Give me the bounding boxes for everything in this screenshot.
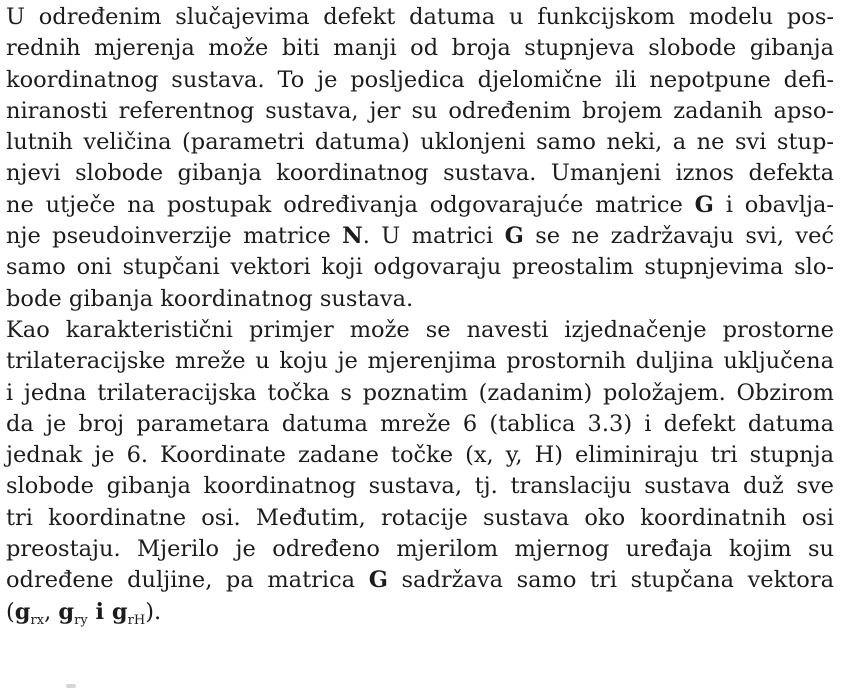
- text-segment: . U matrici: [362, 223, 505, 250]
- text-line: [6, 284, 834, 315]
- text-line: [6, 440, 834, 471]
- text-segment: preostaju. Mjerilo je određeno mjerilom mjernog uređaja kojim su: [6, 536, 834, 563]
- text-segment: U određenim slučajevima defekt datuma u funkcijskom modelu pos-: [6, 4, 834, 30]
- text-segment: samo oni stupčani vektori koji odgovaraju preostalim stupnjevima slo-: [6, 254, 834, 281]
- text-line: [6, 96, 834, 127]
- text-segment: tri koordinatne osi. Međutim, rotacije sustava oko koordinatnih osi: [6, 504, 834, 531]
- text-segment: sadržava samo tri stupčana vektora: [387, 567, 834, 594]
- paragraph-trilateration-example: [6, 315, 834, 628]
- bold-symbol: G: [694, 191, 714, 218]
- text-segment: se ne zadržavaju svi, već: [523, 223, 834, 250]
- text-segment: lutnih veličina (parametri datuma) uklonjeni samo neki, a ne svi stup-: [6, 129, 834, 156]
- paragraph-datum-defect: [6, 2, 834, 315]
- text-segment: jednak je 6. Koordinate zadane točke (x, y, H) eliminiraju tri stupnja: [6, 442, 834, 469]
- text-line: [6, 346, 834, 377]
- scan-mark: [66, 684, 76, 688]
- text-line: [6, 565, 834, 596]
- text-segment: trilateracijske mreže u koju je mjerenjima prostornih duljina uključena: [6, 348, 834, 375]
- subscript: rH: [127, 612, 146, 628]
- text-line: [6, 33, 834, 64]
- text-line: [6, 503, 834, 534]
- bold-symbol: N: [342, 223, 363, 250]
- text-segment: koordinatnog sustava. To je posljedica djelomične ili nepotpune defi-: [6, 66, 834, 93]
- text-segment: bode gibanja koordinatnog sustava.: [6, 285, 414, 312]
- text-line: [6, 378, 834, 409]
- text-line: [6, 534, 834, 565]
- text-segment: ,: [44, 598, 59, 625]
- text-segment: i obavlja-: [713, 191, 834, 218]
- subscript: rx: [30, 612, 45, 628]
- bold-symbol: G: [504, 223, 524, 250]
- text-segment: slobode gibanja koordinatnog sustava, tj. translaciju sustava duž sve: [6, 473, 834, 500]
- text-segment: određene duljine, pa matrica: [6, 567, 369, 594]
- text-segment: nje pseudoinverzije matrice: [6, 223, 343, 250]
- bold-symbol: g: [58, 598, 75, 625]
- document-page: [6, 2, 834, 628]
- text-segment: ne utječe na postupak određivanja odgovarajuće matrice: [6, 191, 695, 218]
- bold-symbol: G: [368, 567, 388, 594]
- text-line: [6, 2, 834, 33]
- text-segment: Kao karakteristični primjer može se navesti izjednačenje prostorne: [6, 316, 834, 343]
- text-segment: (: [6, 598, 15, 625]
- text-segment: ).: [145, 598, 162, 625]
- bold-symbol: g: [14, 598, 31, 625]
- text-line: [6, 158, 834, 189]
- text-segment: niranosti referentnog sustava, jer su određenim brojem zadanih apso-: [6, 97, 834, 124]
- text-line: [6, 252, 834, 283]
- text-line: [6, 190, 834, 221]
- text-line: [6, 597, 834, 628]
- bold-symbol: i: [87, 598, 112, 625]
- text-segment: njevi slobode gibanja koordinatnog sustava. Umanjeni iznos defekta: [6, 160, 834, 187]
- text-segment: rednih mjerenja može biti manji od broja stupnjeva slobode gibanja: [6, 35, 834, 62]
- subscript: ry: [74, 612, 88, 628]
- text-line: [6, 65, 834, 96]
- bold-symbol: g: [111, 598, 128, 625]
- text-segment: i jedna trilateracijska točka s poznatim (zadanim) položajem. Obzirom: [6, 379, 834, 406]
- text-segment: da je broj parametara datuma mreže 6 (tablica 3.3) i defekt datuma: [6, 410, 834, 437]
- text-line: [6, 127, 834, 158]
- text-line: [6, 221, 834, 252]
- text-line: [6, 315, 834, 346]
- text-line: [6, 471, 834, 502]
- text-line: [6, 409, 834, 440]
